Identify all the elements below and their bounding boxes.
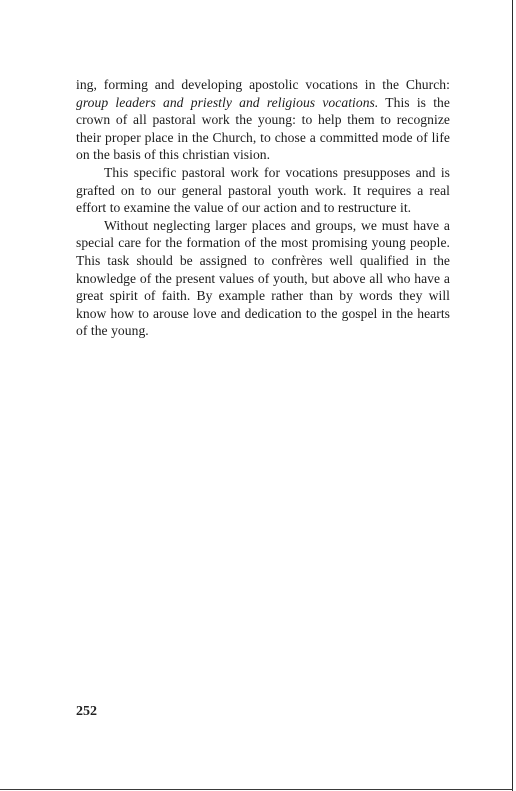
paragraph-3 — [76, 217, 450, 340]
paragraph-1-text-continued: This is the crown of all pastoral work the young: to help them to recognize their proper place in the Church, to chose a committed mode of life on the basis of this christian vision. — [76, 94, 450, 163]
page-number: 252 — [76, 704, 97, 719]
paragraph-1-text: ing, forming and developing apostolic vocations in the Church: — [76, 77, 450, 92]
paragraph-3-text: Without neglecting larger places and groups, we must have a special care for the formation of the most promising young people. This task should be assigned to confrères well qualified in the knowledge of the present values of youth, but above all who have a great spirit of faith. By example rather than by words they will know how to arouse love and dedication to the gospel in the hearts of the young. — [76, 217, 450, 339]
paragraph-2 — [76, 164, 450, 217]
body-text — [76, 76, 450, 340]
paragraph-2-text: This specific pastoral work for vocations presupposes and is grafted on to our general pastoral youth work. It requires a real effort to examine the value of our action and to restructure it. — [76, 164, 450, 216]
paragraph-1 — [76, 76, 450, 164]
page-edge-right — [512, 0, 513, 791]
page-edge-bottom — [0, 789, 513, 790]
paragraph-1-italic-text: group leaders and priestly and religious vocations. — [76, 94, 379, 110]
